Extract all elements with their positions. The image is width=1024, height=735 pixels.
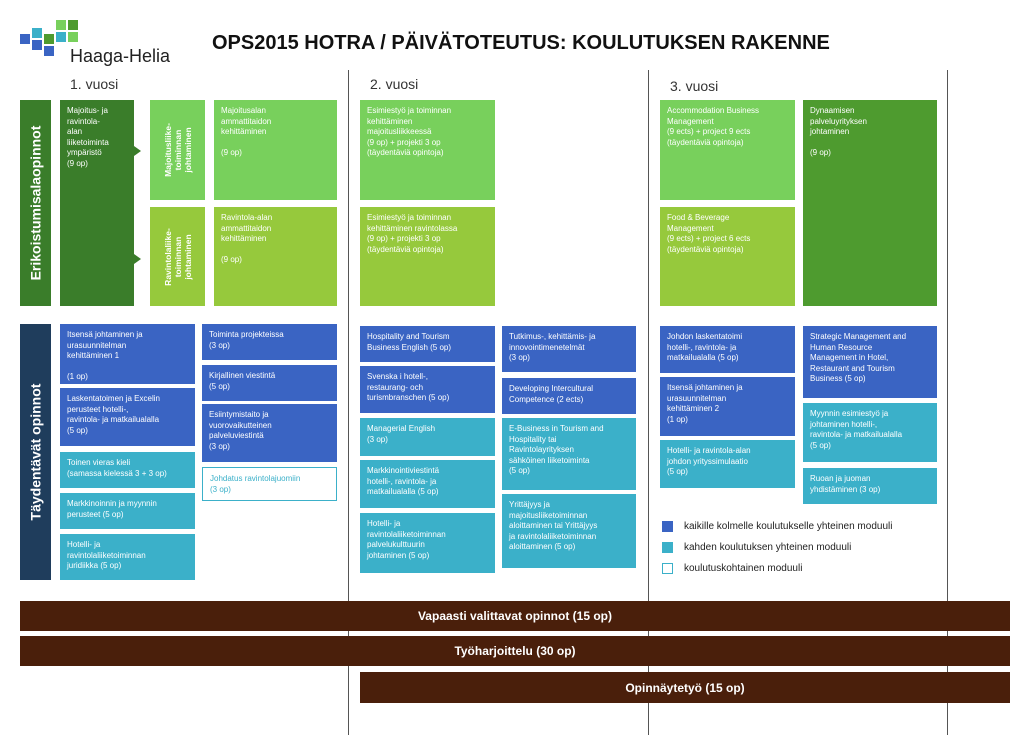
supp-y3-c2-item: Ruoan ja juoman yhdistäminen (3 op) [803, 468, 937, 504]
supp-y1-c2-item: Johdatus ravintolajuomiin (3 op) [202, 467, 337, 501]
supp-y2-c2-item: Yrittäjyys ja majoitusliiketoiminnan aloittaminen tai Yrittäjyys ja ravintolaliiketoiminnan aloittaminen (5 op) [502, 494, 636, 568]
supp-y1-c1-item: Markkinoinnin ja myynnin perusteet (5 op) [60, 493, 195, 529]
supp-y3-c2-item: Myynnin esimiestyö ja johtaminen hotelli-, ravintola- ja matkailualalla (5 op) [803, 403, 937, 462]
supp-y2-c1-item: Markkinointiviestintä hotelli-, ravintola- ja matkailualalla (5 op) [360, 460, 495, 508]
legend-label-common: kaikille kolmelle koulutukselle yhteinen moduuli [684, 521, 893, 532]
supp-y1-c1-item: Itsensä johtaminen ja urasuunnitelman kehittäminen 1 (1 op) [60, 324, 195, 384]
supp-y1-c2-item: Esiintymistaito ja vuorovaikutteinen palveluviestintä (3 op) [202, 404, 337, 462]
supp-y3-c1-item: Johdon laskentatoimi hotelli-, ravintola- ja matkailualalla (5 op) [660, 326, 795, 373]
legend-label-specific: koulutuskohtainen moduuli [684, 563, 803, 574]
spec-y1-vert-bottom: Ravintolaliike- toiminnan johtaminen [150, 207, 205, 306]
legend-swatch-specific [662, 563, 673, 574]
page-title: OPS2015 HOTRA / PÄIVÄTOTEUTUS: KOULUTUKSEN RAKENNE [212, 32, 830, 54]
spec-y2-bottom: Esimiestyö ja toiminnan kehittäminen ravintolassa (9 op) + projekti 3 op (täydentäviä opintoja) [360, 207, 495, 306]
spec-y2-top: Esimiestyö ja toiminnan kehittäminen majoitusliikkeessä (9 op) + projekti 3 op (täydentäviä opintoja) [360, 100, 495, 200]
supp-y2-c1-item: Hospitality and Tourism Business English (5 op) [360, 326, 495, 362]
supp-y3-c1-item: Hotelli- ja ravintola-alan johdon yrityssimulaatio (5 op) [660, 440, 795, 488]
year-3-label: 3. vuosi [670, 78, 719, 94]
arrow-icon [134, 146, 141, 156]
supp-y2-c1-item: Managerial English (3 op) [360, 418, 495, 456]
supp-y2-c2-item: Developing Intercultural Competence (2 ects) [502, 378, 636, 414]
supp-y2-c2-item: E-Business in Tourism and Hospitality tai Ravintolayrityksen sähköinen liiketoiminta (5 op) [502, 418, 636, 490]
year-1-label: 1. vuosi [70, 76, 119, 92]
training-bar: Työharjoittelu (30 op) [20, 636, 1010, 666]
elective-bar: Vapaasti valittavat opinnot (15 op) [20, 601, 1010, 631]
supp-y2-c1-item: Svenska i hotell-, restaurang- och turismbranschen (5 op) [360, 366, 495, 413]
spec-y1-vert-top: Majoitusliike- toiminnan johtaminen [150, 100, 205, 200]
supp-y1-c2-item: Toiminta projekteissa (3 op) [202, 324, 337, 360]
spec-y1-top: Majoitusalan ammattitaidon kehittäminen (9 op) [214, 100, 337, 200]
legend-swatch-two [662, 542, 673, 553]
specialization-label: Erikoistumisalaopinnot [20, 100, 51, 306]
legend-swatch-common [662, 521, 673, 532]
spec-y3-bottom: Food & Beverage Management (9 ects) + project 6 ects (täydentäviä opintoja) [660, 207, 795, 306]
logo [20, 16, 190, 72]
logo-text: Haaga-Helia [70, 46, 171, 66]
thesis-bar: Opinnäytetyö (15 op) [360, 672, 1010, 703]
supp-y1-c1-item: Toinen vieras kieli (samassa kielessä 3 + 3 op) [60, 452, 195, 488]
supp-y2-c2-item: Tutkimus-, kehittämis- ja innovointimenetelmät (3 op) [502, 326, 636, 372]
legend-label-two: kahden koulutuksen yhteinen moduuli [684, 542, 852, 553]
spec-y1-main: Majoitus- ja ravintola- alan liiketoiminta ympäristö (9 op) [60, 100, 134, 306]
supp-y3-c1-item: Itsensä johtaminen ja urasuunnitelman kehittäminen 2 (1 op) [660, 377, 795, 436]
supp-y1-c2-item: Kirjallinen viestintä (5 op) [202, 365, 337, 401]
spec-y3-right: Dynaamisen palveluyrityksen johtaminen (9 op) [803, 100, 937, 306]
supp-y2-c1-item: Hotelli- ja ravintolaliiketoiminnan palvelukulttuurin johtaminen (5 op) [360, 513, 495, 573]
supp-y1-c1-item: Laskentatoimen ja Excelin perusteet hotelli-, ravintola- ja matkailualalla (5 op) [60, 388, 195, 446]
arrow-icon [134, 254, 141, 264]
supp-y1-c1-item: Hotelli- ja ravintolaliiketoiminnan juridiikka (5 op) [60, 534, 195, 580]
spec-y1-bottom: Ravintola-alan ammattitaidon kehittäminen (9 op) [214, 207, 337, 306]
year-2-label: 2. vuosi [370, 76, 419, 92]
supp-y3-c2-item: Strategic Management and Human Resource Management in Hotel, Restaurant and Tourism Business (5 op) [803, 326, 937, 398]
supplementary-label: Täydentävät opinnot [20, 324, 51, 580]
spec-y3-top: Accommodation Business Management (9 ects) + project 9 ects (täydentäviä opintoja) [660, 100, 795, 200]
